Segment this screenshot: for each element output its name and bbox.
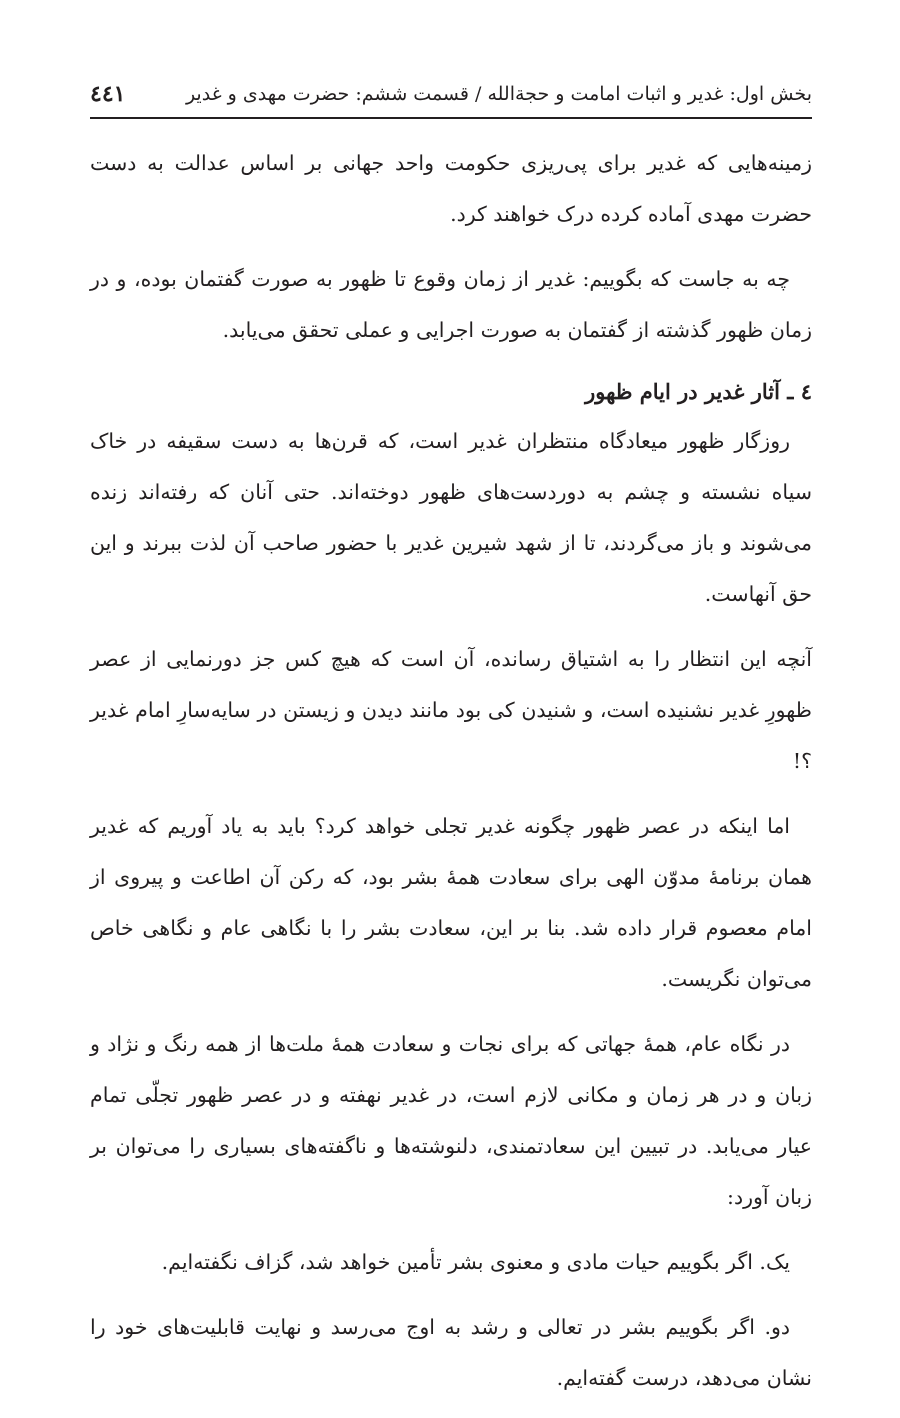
list-item: دو. اگر بگوییم بشر در تعالی و رشد به اوج می‌رسد و نهایت قابلیت‌های خود را نشان می‌دهد، درست گفته‌ایم.	[90, 1315, 812, 1390]
page-number: ٤٤١	[90, 81, 126, 107]
running-header	[90, 74, 812, 108]
paragraph: در نگاه عام، همهٔ جهاتی که برای نجات و سعادت همهٔ ملت‌ها از همه رنگ و نژاد و زبان و در هر زمان و مکانی لازم است، در غدیر نهفته و در عصر ظهور تجلّی تمام عیار می‌یابد. در تبیین این سعادتمندی، دلنوشته‌ها و ناگفته‌های بسیاری را می‌توان بر زبان آورد:	[90, 1032, 812, 1209]
running-header-title: بخش اول: غدیر و اثبات امامت و حجةالله / قسمت ششم: حضرت مهدی و غدیر	[185, 83, 812, 105]
section-heading: ٤ ـ آثار غدیر در ایام ظهور	[585, 379, 812, 404]
book-page	[90, 0, 812, 1390]
header-divider	[90, 117, 812, 119]
paragraph: چه به جاست که بگوییم: غدیر از زمان وقوع تا ظهور به صورت گفتمان بوده، و در زمان ظهور گذشته از گفتمان به صورت اجرایی و عملی تحقق می‌یابد.	[90, 267, 812, 342]
paragraph: اما اینکه در عصر ظهور چگونه غدیر تجلی خواهد کرد؟ باید به یاد آوریم که غدیر همان برنامهٔ مدوّن الهی برای سعادت همهٔ بشر بود، که رکن آن اطاعت و پیروی از امام معصوم قرار داده شد. بنا بر این، سعادت بشر را با نگاهی عام و نگاهی خاص می‌توان نگریست.	[90, 814, 812, 991]
paragraph: آنچه این انتظار را به اشتیاق رسانده، آن است که هیچ کس جز دورنمایی از عصر ظهورِ غدیر نشنیده است، و شنیدن کی بود مانند دیدن و زیستن در سایه‌سارِ امام غدیر ؟!	[90, 647, 812, 773]
paragraph: روزگار ظهور میعادگاه منتظران غدیر است، که قرن‌ها به دست سقیفه در خاک سیاه نشسته و چشم به دوردست‌های ظهور دوخته‌اند. حتی آنان که رفته‌اند زنده می‌شوند و باز می‌گردند، تا از شهد شیرین غدیر با حضور صاحب آن لذت ببرند و این حق آنهاست.	[90, 429, 812, 606]
paragraph: زمینه‌هایی که غدیر برای پی‌ریزی حکومت واحد جهانی بر اساس عدالت به دست حضرت مهدی آماده کرده درک خواهند کرد.	[90, 151, 812, 226]
list-item: یک. اگر بگوییم حیات مادی و معنوی بشر تأمین خواهد شد، گزاف نگفته‌ایم.	[161, 1250, 790, 1274]
body-text	[90, 138, 812, 1418]
